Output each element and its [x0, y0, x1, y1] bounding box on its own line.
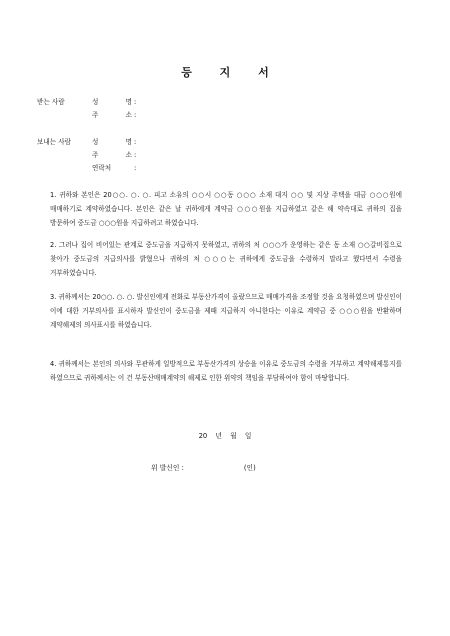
paragraph-3: 3. 귀하께서는 20○○. ○. ○. 발신인에게 전화로 부동산가격이 올랐으므로 매매가격을 조정할 것을 요청하였으며 발신인이 이에 대한 거부의사를 표시하자 발신인이 중도금을 제때 지급하지 아니한다는 이유로 계약금 중 ○○○원을 반환하며 계약해제의 의사표시를 하였습니다.	[50, 293, 402, 329]
receiver-name-field	[92, 96, 136, 109]
receiver-fields	[92, 96, 136, 122]
signature-label: 위 발신인 :	[151, 464, 184, 472]
paragraph-4: 4. 귀하께서는 본인의 의사와 무관하게 일방적으로 부동산가격의 상승을 이유로 중도금의 수령을 거부하고 계약해제통지를 하였으므로 귀하께서는 이 건 부동산매매계약의 해제로 인한 위약의 책임을 부담하여야 함이 마땅합니다.	[50, 360, 402, 382]
receiver-address-field	[92, 109, 136, 122]
sender-fields	[92, 136, 136, 175]
receiver-address-label: 주 소	[92, 111, 132, 119]
receiver-name-label: 성 명	[92, 98, 132, 106]
sender-address-label: 주 소	[92, 151, 132, 159]
document-title: 등 지 서	[181, 66, 281, 79]
sender-contact-colon: :	[134, 164, 137, 172]
receiver-name-colon: :	[134, 98, 137, 106]
date-line: 20 년 월 일	[198, 432, 252, 440]
signature-line	[151, 462, 256, 472]
receiver-role-label: 받는 사람	[37, 98, 65, 106]
paragraph-2: 2. 그러나 집이 비어있는 관계로 중도금을 지급하지 못하였고, 귀하의 처 ○○○가 운영하는 같은 동 소재 ○○갈비집으로 찾아가 중도금의 지급의사를 밝혔으나 귀하의 처 ○○○는 귀하에게 중도금을 수령하지 말라고 했다면서 수령을 거부하였습니다.	[50, 241, 402, 277]
sender-name-colon: :	[134, 138, 137, 146]
receiver-address-colon: :	[134, 111, 137, 119]
seal-mark: (인)	[243, 464, 256, 472]
sender-role-label: 보내는 사람	[37, 138, 71, 146]
sender-contact-label: 연락처	[92, 164, 112, 172]
paragraph-1: 1. 귀하와 본인은 20○○. ○. ○. 피고 소유의 ○○시 ○○동 ○○○ 소재 대지 ○○ 및 지상 주택을 대금 ○○○원에 매매하기로 계약하였습니다. 본인은 같은 날 귀하에게 계약금 ○○○원을 지급하였고 같은 해 약속대로 귀하의 집을 방문하여 중도금 ○○○원을 지급하려고 하였습니다.	[50, 191, 402, 227]
sender-address-colon: :	[134, 151, 137, 159]
sender-address-field	[92, 149, 136, 162]
sender-name-field	[92, 136, 136, 149]
sender-name-label: 성 명	[92, 138, 132, 146]
sender-contact-field	[92, 162, 136, 175]
